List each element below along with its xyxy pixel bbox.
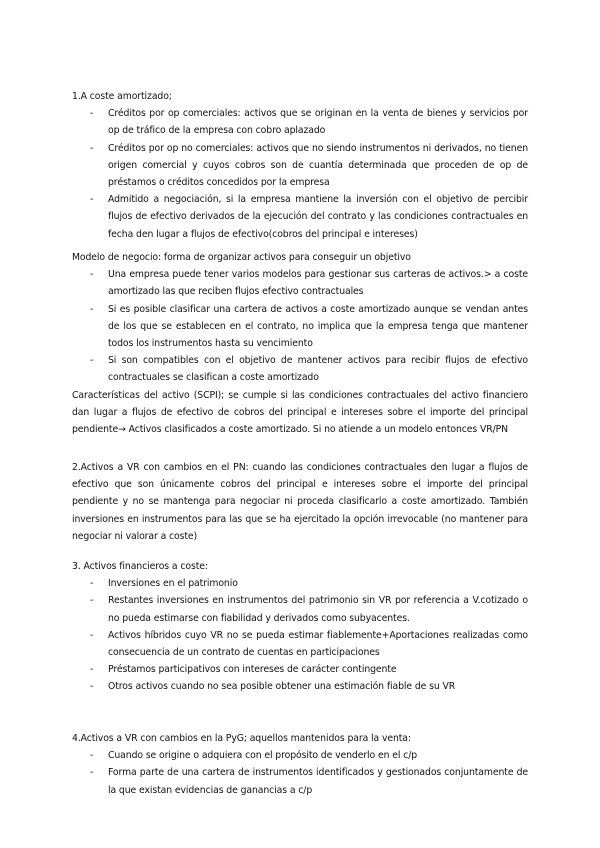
section-heading: 3. Activos financieros a coste: xyxy=(72,561,208,572)
list-item-text: Cuando se origine o adquiera con el propósito de venderlo en el c/p xyxy=(108,750,418,762)
section-modelo-negocio xyxy=(72,249,528,438)
list-item xyxy=(72,301,528,353)
bullet-dash: - xyxy=(90,578,94,590)
list-item xyxy=(72,140,528,192)
list-item xyxy=(72,592,528,626)
section-heading: 1.A coste amortizado; xyxy=(72,91,172,102)
list-item-text: Si son compatibles con el objetivo de mantener activos para recibir flujos de efectivo contractuales se clasifican a coste amortizado xyxy=(108,355,528,384)
list-item xyxy=(72,105,528,139)
bullet-list xyxy=(72,747,528,799)
bullet-dash: - xyxy=(90,767,94,779)
list-item xyxy=(72,575,528,592)
bullet-dash: - xyxy=(90,303,94,315)
list-item-text: Si es posible clasificar una cartera de activos a coste amortizado aunque se vendan antes de los que se establecen en el contrato, no implica que la empresa tenga que mantener todos los instrumentos hasta su vencimiento xyxy=(108,303,528,350)
bullet-dash: - xyxy=(90,108,94,120)
bullet-dash: - xyxy=(90,664,94,676)
paragraph: 2.Activos a VR con cambios en el PN: cuando las condiciones contractuales den lugar a flujos de efectivo que son únicamente cobros del principal e intereses sobre el importe del principal pendiente y no se mantenga para negociar ni proceda clasificarlo a coste amortizado. También inversiones en instrumentos para las que se ha ejercitado la opción irrevocable (no mantener para negociar ni valorar a coste) xyxy=(72,462,528,542)
list-item-text: Créditos por op no comerciales: activos que no siendo instrumentos ni derivados, no tienen origen comercial y cuyos cobros son de cuantía determinada que proceden de op de préstamos o créditos concedidos por la empresa xyxy=(108,142,528,189)
list-item-text: Préstamos participativos con intereses de carácter contingente xyxy=(108,664,397,676)
list-item xyxy=(72,678,528,695)
bullet-dash: - xyxy=(90,355,94,367)
bullet-dash: - xyxy=(90,629,94,641)
bullet-dash: - xyxy=(90,681,94,693)
list-item-text: Activos híbridos cuyo VR no se pueda estimar fiablemente+Aportaciones realizadas como consecuencia de un contrato de cuentas en participaciones xyxy=(108,629,528,659)
bullet-list xyxy=(72,105,528,243)
bullet-list xyxy=(72,575,528,695)
list-item-text: Otros activos cuando no sea posible obtener una estimación fiable de su VR xyxy=(108,681,456,693)
section-heading: Modelo de negocio: forma de organizar activos para conseguir un objetivo xyxy=(72,252,411,263)
section-coste-amortizado xyxy=(72,88,528,243)
section-heading: 4.Activos a VR con cambios en la PyG; aquellos mantenidos para la venta: xyxy=(72,733,411,744)
list-item xyxy=(72,764,528,798)
list-item-text: Admitido a negociación, si la empresa mantiene la inversión con el objetivo de percibir flujos de efectivo derivados de la ejecución del contrato y las condiciones contractuales en fecha den lugar a flujos de efectivo(cobros del principal e intereses) xyxy=(108,194,528,240)
section-vr-pyg xyxy=(72,730,528,799)
bullet-dash: - xyxy=(90,750,94,762)
paragraph-caracteristicas: Características del activo (SCPI); se cumple si las condiciones contractuales del activo financiero dan lugar a flujos de efectivo de cobros del principal e intereses sobre el importe del principal pendiente→ Activos clasificados a coste amortizado. Si no atiende a un modelo entonces VR/PN xyxy=(72,389,528,436)
list-item xyxy=(72,352,528,386)
list-item xyxy=(72,747,528,764)
list-item xyxy=(72,627,528,661)
list-item-text: Forma parte de una cartera de instrumentos identificados y gestionados conjuntamente de la que existan evidencias de ganancias a c/p xyxy=(108,767,528,796)
list-item xyxy=(72,661,528,678)
bullet-dash: - xyxy=(90,142,94,154)
section-vr-pn xyxy=(72,459,528,545)
bullet-dash: - xyxy=(90,269,94,281)
list-item-text: Créditos por op comerciales: activos que se originan en la venta de bienes y servicios por op de tráfico de la empresa con cobro aplazado xyxy=(108,108,528,137)
section-activos-coste xyxy=(72,558,528,696)
bullet-dash: - xyxy=(90,194,94,206)
list-item xyxy=(72,266,528,300)
list-item-text: Inversiones en el patrimonio xyxy=(108,578,238,590)
list-item-text: Una empresa puede tener varios modelos para gestionar sus carteras de activos.> a coste amortizado las que reciben flujos efectivo contractuales xyxy=(108,269,528,298)
list-item xyxy=(72,191,528,243)
list-item-text: Restantes inversiones en instrumentos del patrimonio sin VR por referencia a V.cotizado o no pueda estimarse con fiabilidad y derivados como subyacentes. xyxy=(108,595,528,624)
bullet-dash: - xyxy=(90,595,94,607)
bullet-list xyxy=(72,266,528,386)
